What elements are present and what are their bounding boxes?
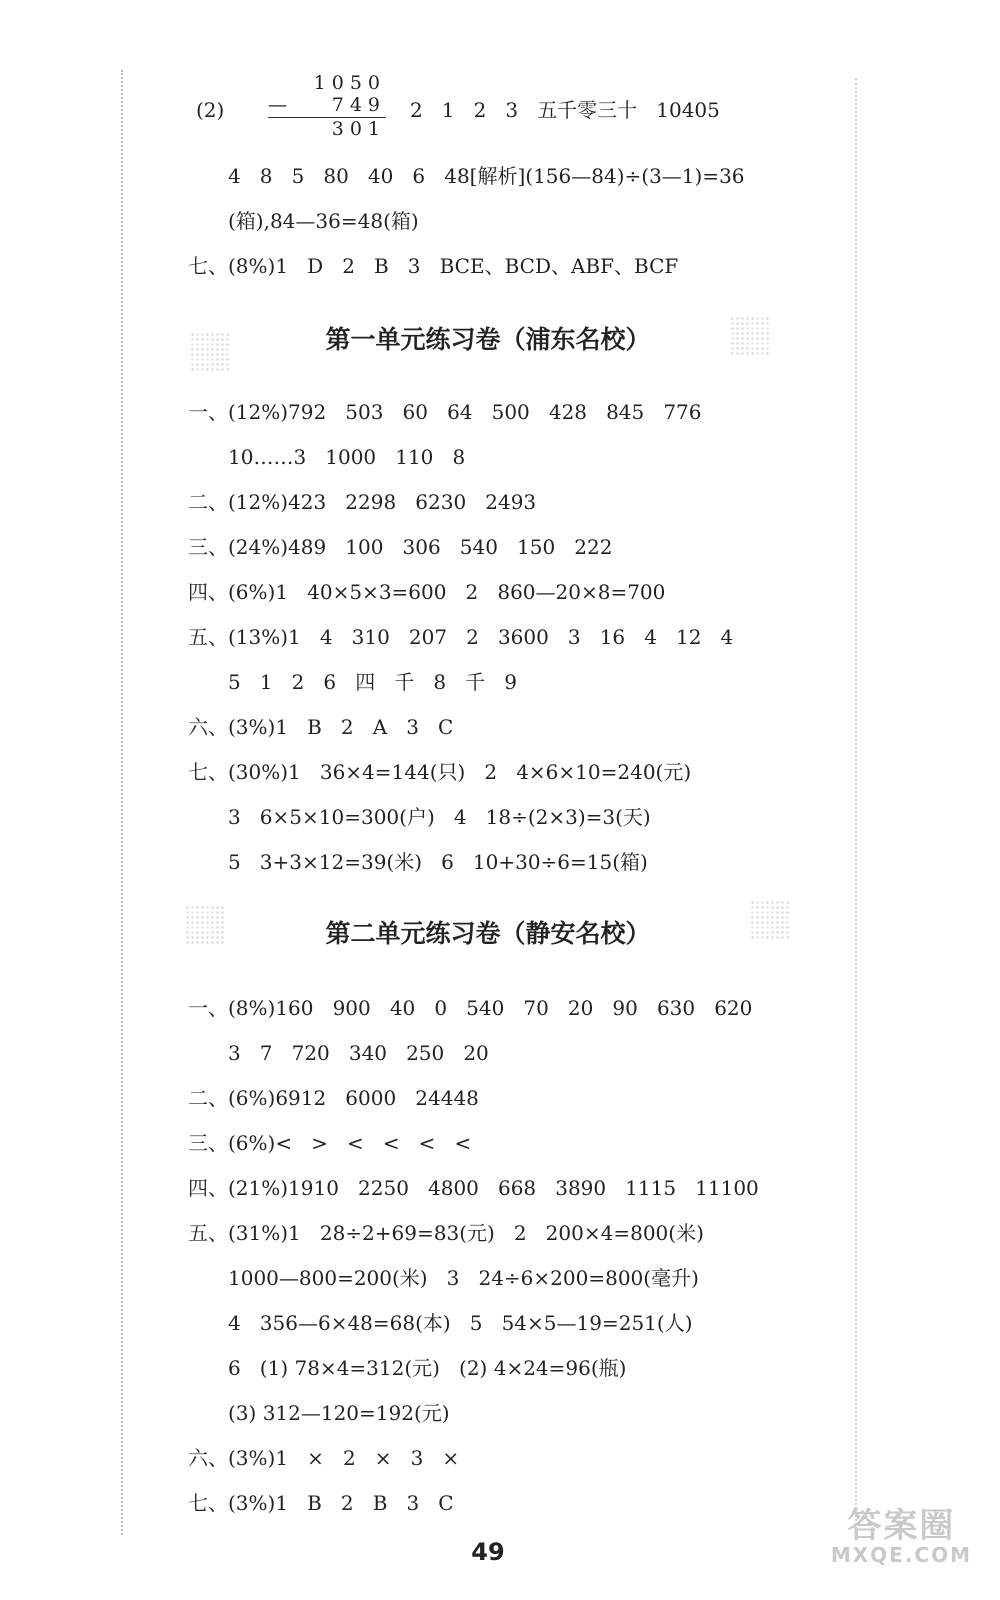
calc-minuend: 1050 <box>313 72 386 94</box>
answer-line: 1000—800=200(米) 3 24÷6×200=800(毫升) <box>228 1266 699 1290</box>
calc-subtrahend-row <box>268 94 386 116</box>
answer-line: (3) 312—120=192(元) <box>228 1401 450 1425</box>
answer-line: 四、(6%)1 40×5×3=600 2 860—20×8=700 <box>188 580 666 604</box>
answer-line: 二、(12%)423 2298 6230 2493 <box>188 490 537 514</box>
calc-subtrahend: 749 <box>331 94 386 116</box>
answer-line: 三、(24%)489 100 306 540 150 222 <box>188 535 613 559</box>
calc-result: 301 <box>331 118 386 140</box>
page-number: 49 <box>471 1538 505 1566</box>
answer-line: 3 7 720 340 250 20 <box>228 1041 489 1065</box>
answer-line: (箱),84—36=48(箱) <box>228 209 419 233</box>
answer-line: 3 6×5×10=300(户) 4 18÷(2×3)=3(天) <box>228 805 651 829</box>
answer-line: 5 3+3×12=39(米) 6 10+30÷6=15(箱) <box>228 850 648 874</box>
calc-minus-sign: — <box>268 94 287 116</box>
section-title: 第一单元练习卷（浦东名校） <box>325 325 651 354</box>
vertical-subtraction <box>268 72 386 140</box>
watermark-logo: 答案圈 <box>847 1506 956 1546</box>
answer-line: 2 1 2 3 五千零三十 10405 <box>410 98 720 122</box>
answer-line: 一、(8%)160 900 40 0 540 70 20 90 630 620 <box>188 996 753 1020</box>
answer-line: 五、(13%)1 4 310 207 2 3600 3 16 4 12 4 <box>188 625 734 649</box>
answer-line: 4 356—6×48=68(本) 5 54×5—19=251(人) <box>228 1311 693 1335</box>
answer-line: 三、(6%)< > < < < < <box>188 1131 472 1155</box>
answer-line: 二、(6%)6912 6000 24448 <box>188 1086 479 1110</box>
answer-line: 七、(8%)1 D 2 B 3 BCE、BCD、ABF、BCF <box>188 254 679 278</box>
answer-line: 10……3 1000 110 8 <box>228 445 466 469</box>
answer-line: 七、(3%)1 B 2 B 3 C <box>188 1491 454 1515</box>
left-margin-rule <box>121 70 123 1535</box>
answer-line: 一、(12%)792 503 60 64 500 428 845 776 <box>188 400 702 424</box>
answer-line: 五、(31%)1 28÷2+69=83(元) 2 200×4=800(米) <box>188 1221 704 1245</box>
answer-line: 六、(3%)1 B 2 A 3 C <box>188 715 454 739</box>
answer-line: 6 (1) 78×4=312(元) (2) 4×24=96(瓶) <box>228 1356 627 1380</box>
watermark-url: MXQE.COM <box>830 1543 972 1567</box>
answer-line: 四、(21%)1910 2250 4800 668 3890 1115 11100 <box>188 1176 759 1200</box>
answer-line: 六、(3%)1 × 2 × 3 × <box>188 1446 460 1470</box>
right-margin-rule <box>855 78 857 1533</box>
watermark <box>831 1498 972 1567</box>
calc-label: (2) <box>196 98 225 122</box>
answer-line: 七、(30%)1 36×4=144(只) 2 4×6×10=240(元) <box>188 760 692 784</box>
section-title: 第二单元练习卷（静安名校） <box>325 919 651 948</box>
answer-line: 5 1 2 6 四 千 8 千 9 <box>228 670 517 694</box>
answer-line: 4 8 5 80 40 6 48[解析](156—84)÷(3—1)=36 <box>228 164 745 188</box>
